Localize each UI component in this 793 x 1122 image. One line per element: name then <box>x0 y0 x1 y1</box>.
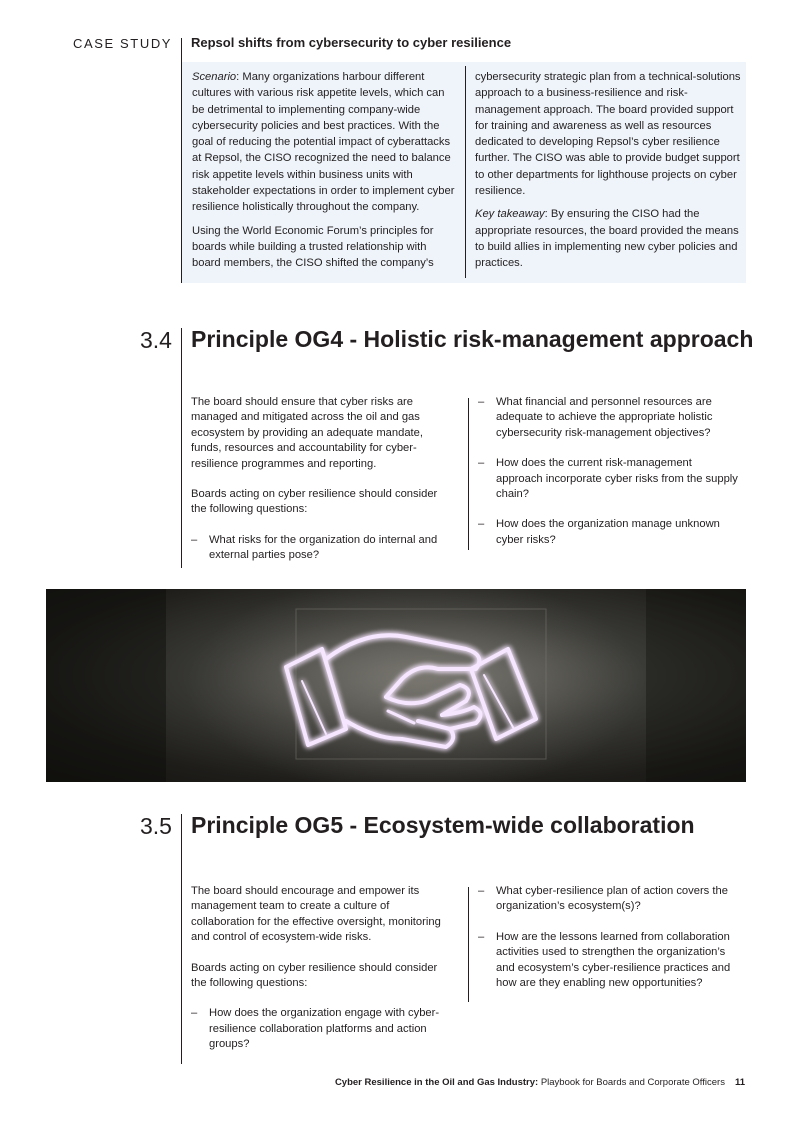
section-title: Principle OG4 - Holistic risk-management approach <box>191 326 754 352</box>
page-footer <box>335 1077 745 1088</box>
case-study-paragraph-3: cybersecurity strategic plan from a technical-solutions approach to a business-resilience and risk-management approach. The board provided support for training and awareness as well as resources dedicated to developing Repsol’s cyber resilience further. The CISO was able to provide budget support to other departments for lighthouse projects on cyber resilience. <box>475 71 741 198</box>
neon-handshake-photo <box>46 589 746 782</box>
question-text: How does the organization manage unknown cyber risks? <box>496 518 720 546</box>
question-list <box>478 884 740 991</box>
column-divider <box>468 887 469 1002</box>
case-study-paragraph-2: Using the World Economic Forum’s principles for boards while building a trusted relationship with board members, the CISO shifted the company’s <box>192 224 434 270</box>
case-study-column-divider <box>465 66 466 278</box>
section-34-column-2 <box>478 395 740 563</box>
scenario-label: Scenario <box>192 71 237 83</box>
page-number: 11 <box>734 1077 745 1088</box>
question-text: How are the lessons learned from collaboration activities used to strengthen the organization’s and ecosystem’s cyber-resilience practices and how are they enabling new opportunities? <box>496 930 731 990</box>
question-list <box>191 1006 453 1052</box>
section-35-column-1 <box>191 884 453 1068</box>
question-item <box>478 456 740 502</box>
questions-intro: Boards acting on cyber resilience should consider the following questions: <box>191 961 438 990</box>
section-35-column-2 <box>478 884 740 1006</box>
question-item <box>478 517 740 548</box>
case-study-column-2 <box>475 69 741 279</box>
case-study-title: Repsol shifts from cybersecurity to cyber resilience <box>191 35 512 50</box>
questions-intro: Boards acting on cyber resilience should consider the following questions: <box>191 488 438 516</box>
dash-bullet: – <box>191 533 198 546</box>
question-item <box>478 884 740 915</box>
section-divider <box>181 328 182 568</box>
question-item <box>191 533 453 564</box>
takeaway-label: Key takeaway <box>475 208 545 221</box>
question-item <box>191 1006 453 1052</box>
section-number: 3.5 <box>140 813 172 839</box>
question-item <box>478 930 740 992</box>
question-text: How does the organization engage with cyber-resilience collaboration platforms and action groups? <box>209 1007 440 1051</box>
question-list <box>478 395 740 548</box>
dash-bullet: – <box>191 1007 198 1020</box>
question-text: What cyber-resilience plan of action covers the organization’s ecosystem(s)? <box>496 885 728 913</box>
case-study-takeaway <box>475 206 741 271</box>
section-34-column-1 <box>191 395 453 579</box>
dash-bullet: – <box>478 930 485 943</box>
footer-publication: Cyber Resilience in the Oil and Gas Industry: <box>334 1077 539 1088</box>
left-shadow <box>46 589 166 782</box>
neon-handshake-icon <box>46 589 746 782</box>
background-glow <box>186 589 646 782</box>
footer-subtitle: Playbook for Boards and Corporate Officers <box>538 1077 725 1088</box>
section-divider <box>181 814 182 1064</box>
section-intro: The board should encourage and empower its management team to create a culture of collaboration for the effective oversight, monitoring and control of ecosystem-wide risks. <box>191 885 441 944</box>
dash-bullet: – <box>478 518 485 531</box>
case-study-label: CASE STUDY <box>73 36 173 51</box>
question-item <box>478 395 740 441</box>
dash-bullet: – <box>478 885 485 897</box>
section-number: 3.4 <box>140 327 172 353</box>
question-list <box>191 533 453 564</box>
dash-bullet: – <box>478 457 485 470</box>
section-intro: The board should ensure that cyber risks are managed and mitigated across the oil and gas ecosystem by providing an adequate mandate, funds, resources and accountability for cyber-resilience programmes and reporting. <box>191 396 423 470</box>
right-shadow <box>646 589 746 782</box>
takeaway-text: : By ensuring the CISO had the appropriate resources, the board provided the means to build allies in implementing new cyber policies and practices. <box>475 208 739 270</box>
case-study-scenario <box>192 69 458 216</box>
question-text: What risks for the organization do internal and external parties pose? <box>209 533 438 562</box>
scenario-text: : Many organizations harbour different cultures with various risk appetite levels, which can be detrimental to implementing company-wide cybersecurity policies and best practices. With the goal of reducing the potential impact of cyberattacks at Repsol, the CISO recognized the need to balance risk appetite levels within business units with stakeholder expectations in order to implement cyber resilience holistically throughout the company. <box>192 71 455 214</box>
section-title: Principle OG5 - Ecosystem-wide collaboration <box>191 812 695 838</box>
case-study-column-1 <box>192 69 458 279</box>
question-text: How does the current risk-management approach incorporate cyber risks from the supply chain? <box>496 457 738 501</box>
column-divider <box>468 398 469 550</box>
question-text: What financial and personnel resources are adequate to achieve the appropriate holistic cybersecurity risk-management objectives? <box>496 396 713 439</box>
dash-bullet: – <box>478 396 485 408</box>
